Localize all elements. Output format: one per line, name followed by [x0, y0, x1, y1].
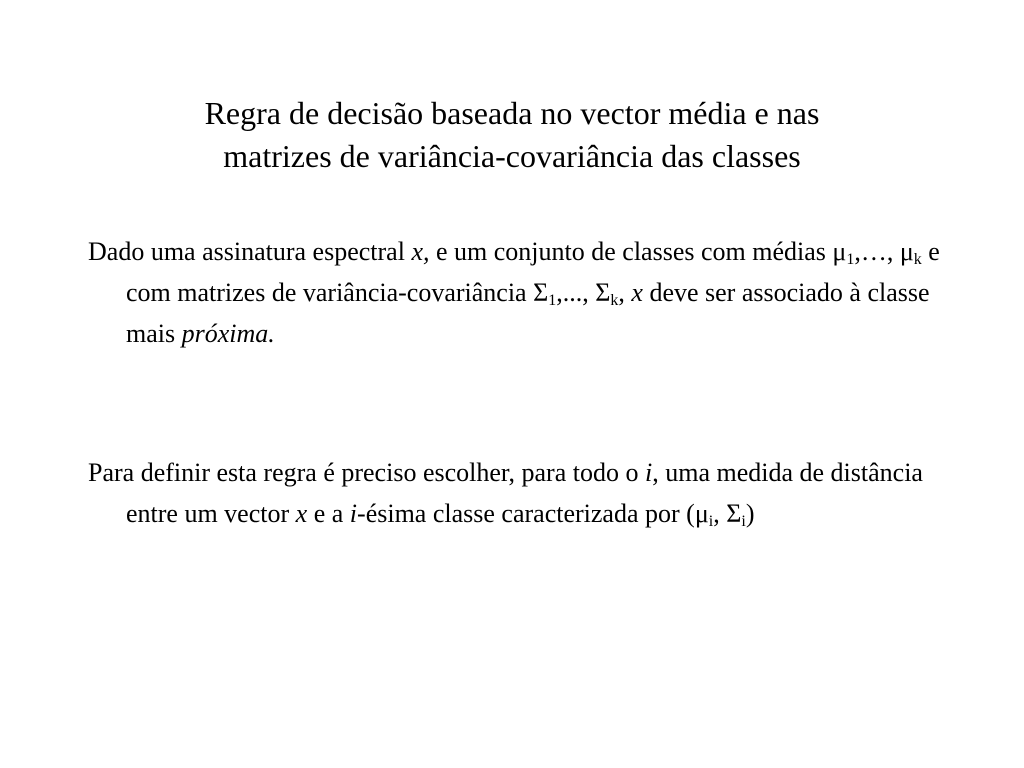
- p1-mu-subscript-k: k: [913, 251, 922, 268]
- p1-sigma-subscript-1: 1: [548, 292, 557, 309]
- p1-text-2: e um conjunto de classes com médias: [429, 237, 833, 266]
- paragraph-distance-measure: [88, 452, 966, 534]
- p2-sigma-subscript: i: [741, 513, 746, 530]
- slide-title: [80, 92, 944, 178]
- p1-proxima: próxima.: [181, 319, 275, 348]
- p1-text-4: e com matrizes de variância-covariância: [126, 237, 940, 307]
- p2-mu-symbol: μ: [694, 499, 709, 528]
- p1-text-6: ,: [618, 278, 632, 307]
- p1-x-variable: x,: [411, 237, 430, 266]
- p2-text-2: , uma medida de distância entre um vector: [126, 458, 923, 528]
- p2-x-variable: x: [295, 499, 308, 528]
- p1-text-1: Dado uma assinatura espectral: [88, 237, 412, 266]
- p1-mu-subscript-1: 1: [846, 251, 855, 268]
- p2-sigma-symbol: Σ: [726, 499, 742, 528]
- p1-sigma-symbol-k: Σ: [595, 278, 611, 307]
- p1-x-variable-2: x: [631, 278, 643, 307]
- p1-sigma-subscript-k: k: [610, 292, 619, 309]
- paragraph-decision-rule: [88, 231, 966, 354]
- p2-text-3: e a: [307, 499, 350, 528]
- p2-text-5: ,: [713, 499, 727, 528]
- p1-mu-symbol-1: μ: [832, 237, 847, 266]
- p2-text-1: Para definir esta regra é preciso escolher, para todo o: [88, 458, 645, 487]
- p1-sigma-symbol-1: Σ: [533, 278, 549, 307]
- p2-i-variable-2: i: [349, 499, 358, 528]
- title-line-1: Regra de decisão baseada no vector média e nas: [204, 95, 820, 131]
- p1-text-5: ,...,: [556, 278, 596, 307]
- title-line-2: matrizes de variância-covariância das classes: [223, 138, 801, 174]
- p1-mu-symbol-k: μ: [899, 237, 914, 266]
- p2-text-6: ): [745, 499, 755, 528]
- p1-text-3: ,…,: [854, 237, 900, 266]
- p1-text-7: deve ser associado à classe mais: [126, 278, 930, 348]
- p2-i-variable-1: i: [644, 458, 653, 487]
- p2-mu-subscript: i: [708, 513, 714, 530]
- p2-text-4: -ésima classe caracterizada por (: [357, 499, 695, 528]
